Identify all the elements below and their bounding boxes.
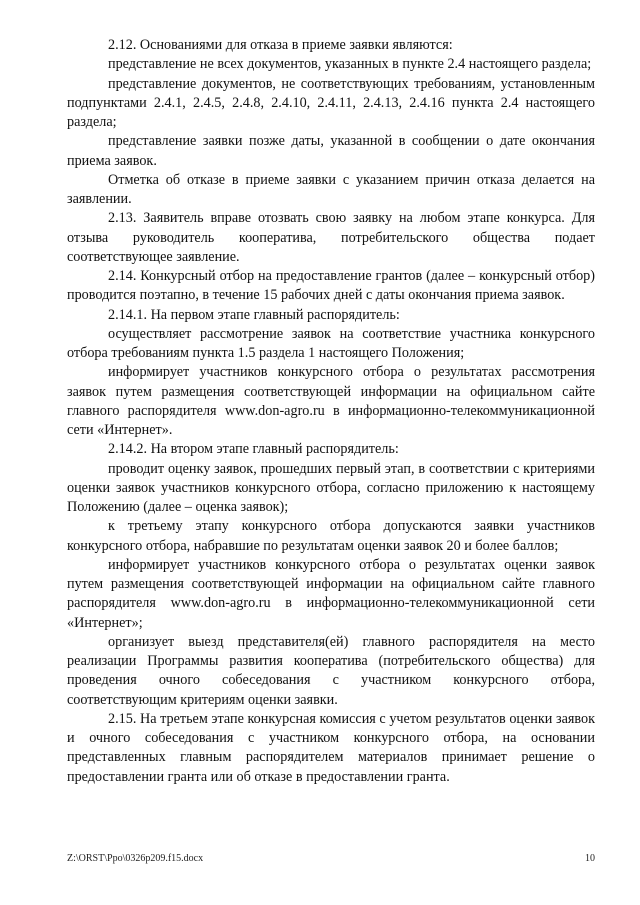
paragraph-2-15: 2.15. На третьем этапе конкурсная комиссия с учетом результатов оценки заявок и очного собеседования с участником конкурсного отбора, на основании представленных главным распорядителем материалов принимает решение о предоставлении гранта или об отказе в предоставлении гранта.: [67, 710, 595, 785]
paragraph-2-13: 2.13. Заявитель вправе отозвать свою заявку на любом этапе конкурса. Для отзыва руководитель кооператива, потребительского общества подает соответствующее заявление.: [67, 210, 595, 265]
paragraph-2-12: 2.12. Основаниями для отказа в приеме заявки являются:: [108, 37, 453, 53]
paragraph-list-item: представление заявки позже даты, указанной в сообщении о дате окончания приема заявок.: [67, 133, 595, 169]
paragraph-list-item: проводит оценку заявок, прошедших первый этап, в соответствии с критериями оценки заявок участников конкурсного отбора, согласно приложению к настоящему Положению (далее – оценка заявок);: [67, 460, 595, 515]
paragraph-list-item: представление не всех документов, указанных в пункте 2.4 настоящего раздела;: [108, 56, 592, 73]
footer-file-path: Z:\ORST\Ppo\0326p209.f15.docx: [67, 853, 204, 864]
paragraph-list-item: осуществляет рассмотрение заявок на соответствие участника конкурсного отбора требованиям пункта 1.5 раздела 1 настоящего Положения;: [67, 325, 595, 361]
paragraph-2-14: 2.14. Конкурсный отбор на предоставление грантов (далее – конкурсный отбор) проводится поэтапно, в течение 15 рабочих дней с даты окончания приема заявок.: [67, 268, 595, 304]
paragraph-list-item: информирует участников конкурсного отбора о результатах оценки заявок путем размещения соответствующей информации на официальном сайте главного распорядителя www.don-agro.ru в информационно-телекоммуникационной сети «Интернет»;: [67, 556, 595, 631]
document-body: [67, 36, 595, 787]
paragraph-refusal-note: Отметка об отказе в приеме заявки с указанием причин отказа делается на заявлении.: [67, 171, 595, 207]
paragraph-list-item: информирует участников конкурсного отбора о результатах рассмотрения заявок путем размещения соответствующей информации на официальном сайте главного распорядителя www.don-agro.ru в информационно-телекоммуникационной сети «Интернет».: [67, 364, 595, 438]
footer-page-number: 10: [585, 853, 595, 864]
paragraph-list-item: представление документов, не соответствующих требованиям, установленным подпунктами 2.4.1, 2.4.5, 2.4.8, 2.4.10, 2.4.11, 2.4.13, 2.4.16 пункта 2.4 настоящего раздела;: [67, 75, 595, 130]
paragraph-list-item: организует выезд представителя(ей) главного распорядителя на место реализации Программы развития кооператива (потребительского общества) для проведения очного собеседования с участником конкурсного отбора, соответствующим критериям оценки заявки.: [67, 633, 595, 708]
paragraph-2-14-2: 2.14.2. На втором этапе главный распорядитель:: [108, 441, 399, 458]
paragraph-2-14-1: 2.14.1. На первом этапе главный распорядитель:: [108, 306, 400, 323]
paragraph-list-item: к третьему этапу конкурсного отбора допускаются заявки участников конкурсного отбора, набравшие по результатам оценки заявок 20 и более баллов;: [67, 518, 595, 554]
